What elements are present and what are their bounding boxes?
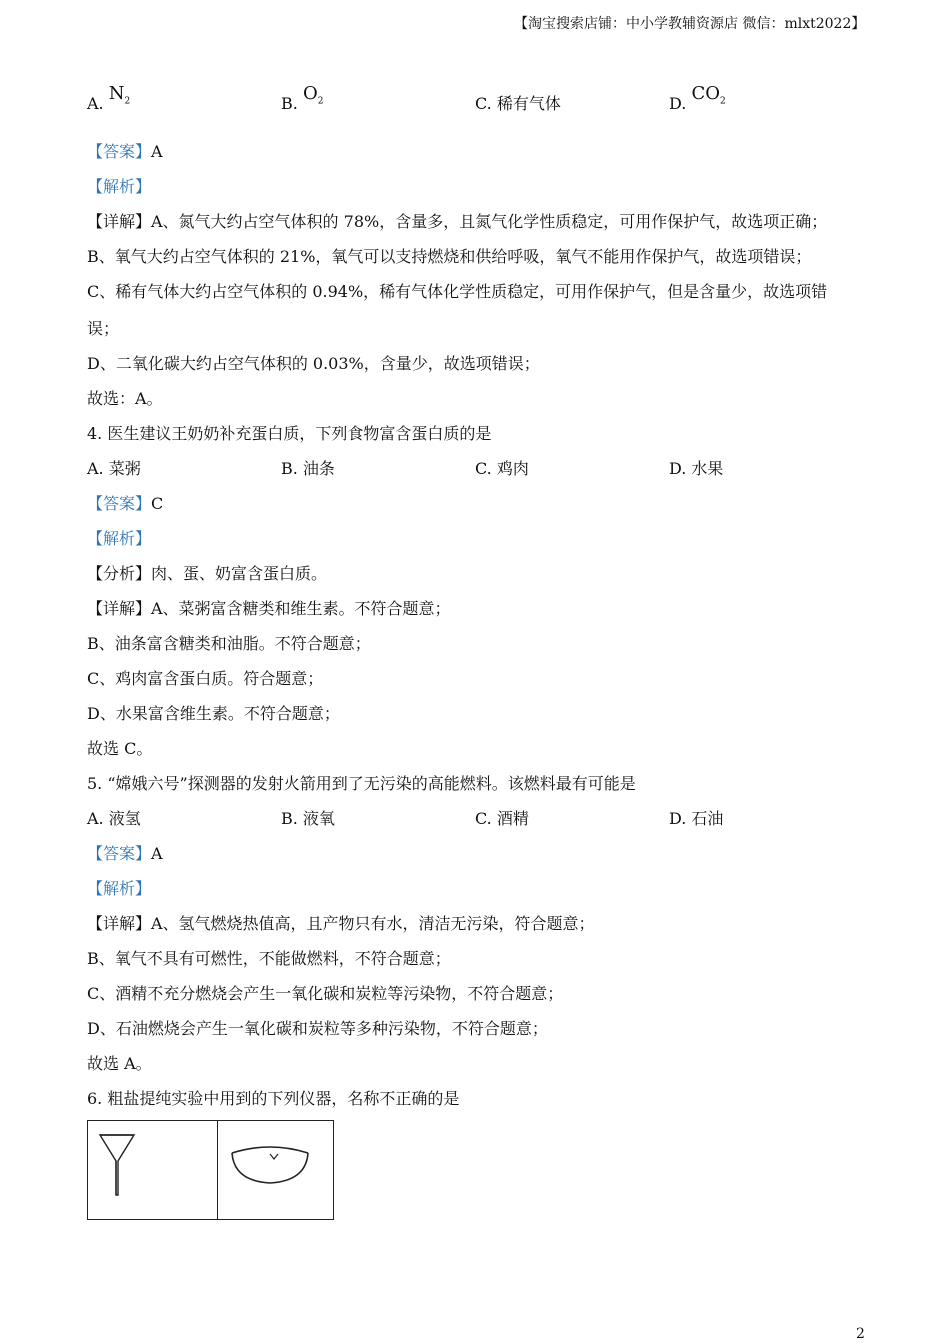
answer-tag: 【答案】 — [87, 494, 152, 513]
q4-line: D、水果富含维生素。不符合题意； — [87, 704, 340, 723]
option-label: D. — [669, 94, 687, 113]
formula-sub: 2 — [317, 96, 324, 107]
funnel-cell — [88, 1121, 218, 1219]
q6-stem: 6. 粗盐提纯实验中用到的下列仪器，名称不正确的是 — [87, 1089, 460, 1108]
option-label: C. — [475, 94, 492, 113]
q4-line: 故选 C。 — [87, 739, 153, 758]
q4-line: 【分析】肉、蛋、奶富含蛋白质。 — [87, 564, 328, 583]
q4-line: 【详解】A、菜粥富含糖类和维生素。不符合题意； — [87, 599, 451, 618]
q5-line: C、酒精不充分燃烧会产生一氧化碳和炭粒等污染物，不符合题意； — [87, 984, 564, 1003]
q4-line: C、鸡肉富含蛋白质。符合题意； — [87, 669, 324, 688]
answer-value: A — [151, 844, 163, 863]
q5-line: D、石油燃烧会产生一氧化碳和炭粒等多种污染物，不符合题意； — [87, 1019, 548, 1038]
q5-options — [87, 809, 867, 837]
answer-value: A — [151, 142, 163, 161]
formula-text: N — [108, 83, 125, 104]
formula-sub: 2 — [124, 96, 131, 107]
q3-line: B、氧气大约占空气体积的 21%，氧气可以支持燃烧和供给呼吸，氧气不能用作保护气，故选项错误； — [87, 247, 812, 266]
page-header: 【淘宝搜索店铺：中小学教辅资源店 微信：mlxt2022】 — [514, 16, 866, 32]
formula-n2 — [108, 83, 131, 107]
q5-option-b: B. 液氧 — [281, 809, 335, 828]
formula-sub: 2 — [719, 96, 726, 107]
q5-stem: 5. “嫦娥六号”探测器的发射火箭用到了无污染的高能燃料。该燃料最有可能是 — [87, 774, 636, 793]
q4-option-b: B. 油条 — [281, 459, 335, 478]
answer-value: C — [151, 494, 164, 513]
q5-answer — [87, 844, 163, 864]
q3-options — [87, 84, 867, 112]
formula-o2 — [302, 83, 324, 107]
q3-option-d — [669, 83, 726, 122]
formula-text: CO — [691, 83, 720, 104]
q4-option-d: D. 水果 — [669, 459, 724, 478]
q4-analysis-tag: 【解析】 — [87, 529, 152, 548]
option-label: B. — [281, 94, 298, 113]
page-number: 2 — [856, 1326, 865, 1342]
q5-option-a: A. 液氢 — [87, 809, 141, 828]
q4-option-a: A. 菜粥 — [87, 459, 141, 478]
q3-line: 误； — [87, 319, 120, 338]
q3-option-b — [281, 83, 324, 122]
option-label: A. — [87, 94, 104, 113]
q3-line: 故选：A。 — [87, 389, 163, 408]
q4-answer — [87, 494, 163, 514]
q5-option-d: D. 石油 — [669, 809, 724, 828]
evaporating-dish-icon — [218, 1121, 332, 1219]
q5-option-c: C. 酒精 — [475, 809, 529, 828]
q4-options — [87, 459, 867, 487]
q5-line: 故选 A。 — [87, 1054, 152, 1073]
q4-option-c: C. 鸡肉 — [475, 459, 529, 478]
q5-line: B、氧气不具有可燃性，不能做燃料，不符合题意； — [87, 949, 451, 968]
answer-tag: 【答案】 — [87, 844, 152, 863]
evaporating-dish-cell — [218, 1121, 333, 1219]
q3-line: C、稀有气体大约占空气体积的 0.94%，稀有气体化学性质稳定，可用作保护气，但是含量少，故选项错 — [87, 282, 828, 301]
formula-text: O — [302, 83, 318, 104]
formula-co2 — [691, 83, 726, 107]
option-text: 稀有气体 — [496, 94, 561, 113]
q3-answer — [87, 142, 163, 162]
q4-stem: 4. 医生建议王奶奶补充蛋白质，下列食物富含蛋白质的是 — [87, 424, 492, 443]
q5-analysis-tag: 【解析】 — [87, 879, 152, 898]
q4-line: B、油条富含糖类和油脂。不符合题意； — [87, 634, 371, 653]
q3-line: 【详解】A、氮气大约占空气体积的 78%，含量多，且氮气化学性质稳定，可用作保护气，故选项正确； — [87, 212, 828, 231]
q3-line: D、二氧化碳大约占空气体积的 0.03%，含量少，故选项错误； — [87, 354, 540, 373]
funnel-icon — [88, 1121, 217, 1219]
answer-tag: 【答案】 — [87, 142, 152, 161]
q3-analysis-tag: 【解析】 — [87, 177, 152, 196]
apparatus-table — [87, 1120, 334, 1220]
q5-line: 【详解】A、氢气燃烧热值高，且产物只有水，清洁无污染，符合题意； — [87, 914, 595, 933]
q3-option-a — [87, 83, 131, 122]
q3-option-c — [475, 94, 561, 114]
